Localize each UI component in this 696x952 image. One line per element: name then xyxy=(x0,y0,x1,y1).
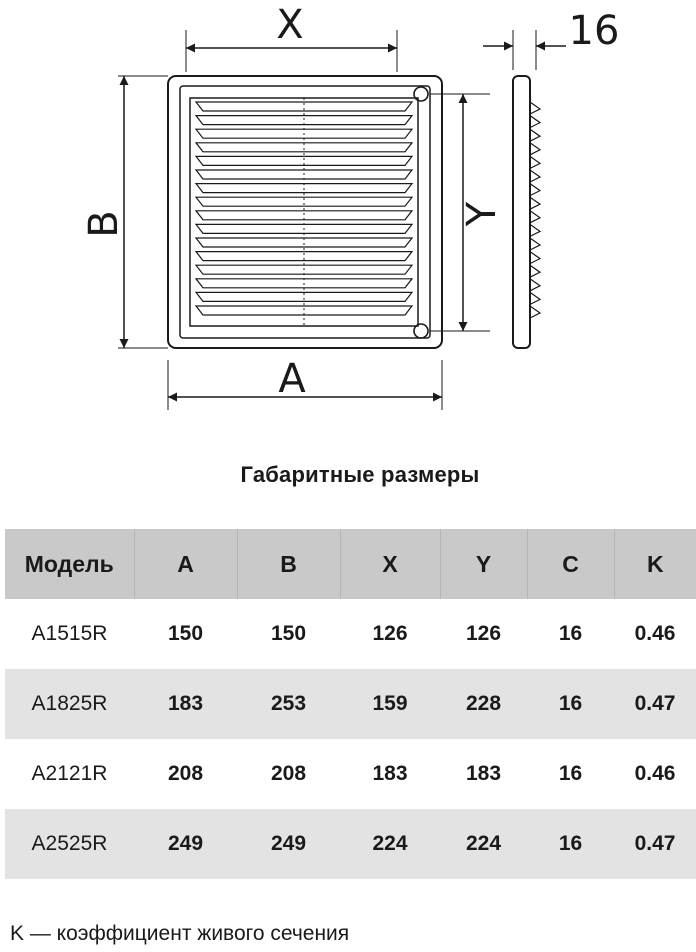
cell-x: 224 xyxy=(340,809,440,879)
col-header-x: X xyxy=(340,529,440,599)
cell-b: 249 xyxy=(237,809,340,879)
cell-y: 228 xyxy=(440,669,527,739)
cell-model: A2525R xyxy=(5,809,134,879)
cell-c: 16 xyxy=(558,762,583,785)
cell-k: 0.47 xyxy=(614,669,696,739)
screw-hole-top xyxy=(414,87,428,101)
cell-k: 0.46 xyxy=(634,762,676,785)
side-tooth xyxy=(530,265,540,277)
footnote: K — коэффициент живого сечения xyxy=(10,922,350,945)
col-header-k: K xyxy=(614,529,696,599)
cell-x: 159 xyxy=(340,669,440,739)
side-tooth xyxy=(530,279,540,291)
cell-a: 150 xyxy=(167,622,204,645)
table-row xyxy=(5,669,696,739)
cell-model: A1825R xyxy=(5,669,134,739)
dim-label-a: A xyxy=(278,356,306,402)
cell-b: 208 xyxy=(270,762,307,785)
cell-b: 150 xyxy=(270,622,307,645)
col-header-model: Модель xyxy=(5,529,134,599)
col-header-y: Y xyxy=(440,529,527,599)
cell-x: 183 xyxy=(372,762,408,785)
table-header-row xyxy=(5,529,696,599)
col-header-c: C xyxy=(527,529,614,599)
side-tooth xyxy=(530,306,540,318)
cell-k: 0.47 xyxy=(614,809,696,879)
cell-k: 0.46 xyxy=(634,622,676,645)
side-tooth xyxy=(530,143,540,155)
side-tooth xyxy=(530,129,540,141)
table-row xyxy=(5,809,696,879)
cell-c: 16 xyxy=(558,622,583,645)
cell-b: 253 xyxy=(237,669,340,739)
cell-model: A1515R xyxy=(31,622,108,645)
side-tooth xyxy=(530,116,540,128)
cell-c: 16 xyxy=(527,809,614,879)
side-tooth xyxy=(530,292,540,304)
dim-label-y: Y xyxy=(459,201,505,227)
cell-model: A2121R xyxy=(31,762,108,785)
cell-c: 16 xyxy=(527,669,614,739)
table-row xyxy=(5,599,696,669)
grille-side-view xyxy=(513,76,540,348)
cell-y: 126 xyxy=(465,622,502,645)
side-tooth xyxy=(530,197,540,209)
side-tooth xyxy=(530,252,540,264)
side-tooth xyxy=(530,211,540,223)
col-header-a: A xyxy=(134,529,237,599)
side-tooth xyxy=(530,156,540,168)
cell-a: 249 xyxy=(134,809,237,879)
dim-label-x: X xyxy=(276,2,304,48)
dimensions-table xyxy=(5,529,696,879)
cell-y: 183 xyxy=(465,762,502,785)
cell-y: 224 xyxy=(440,809,527,879)
dim-label-b: B xyxy=(81,210,127,238)
table-row xyxy=(5,739,696,809)
screw-hole-bottom xyxy=(414,324,428,338)
section-title: Габаритные размеры xyxy=(240,462,480,487)
side-tooth xyxy=(530,238,540,250)
side-tooth xyxy=(530,184,540,196)
technical-drawing xyxy=(0,0,696,420)
grille-front-view xyxy=(168,76,442,348)
side-tooth xyxy=(530,170,540,182)
side-tooth xyxy=(530,224,540,236)
cell-x: 126 xyxy=(372,622,408,645)
side-tooth xyxy=(530,102,540,114)
dim-label-depth: 16 xyxy=(568,8,620,54)
cell-a: 208 xyxy=(167,762,204,785)
col-header-b: B xyxy=(237,529,340,599)
cell-a: 183 xyxy=(134,669,237,739)
